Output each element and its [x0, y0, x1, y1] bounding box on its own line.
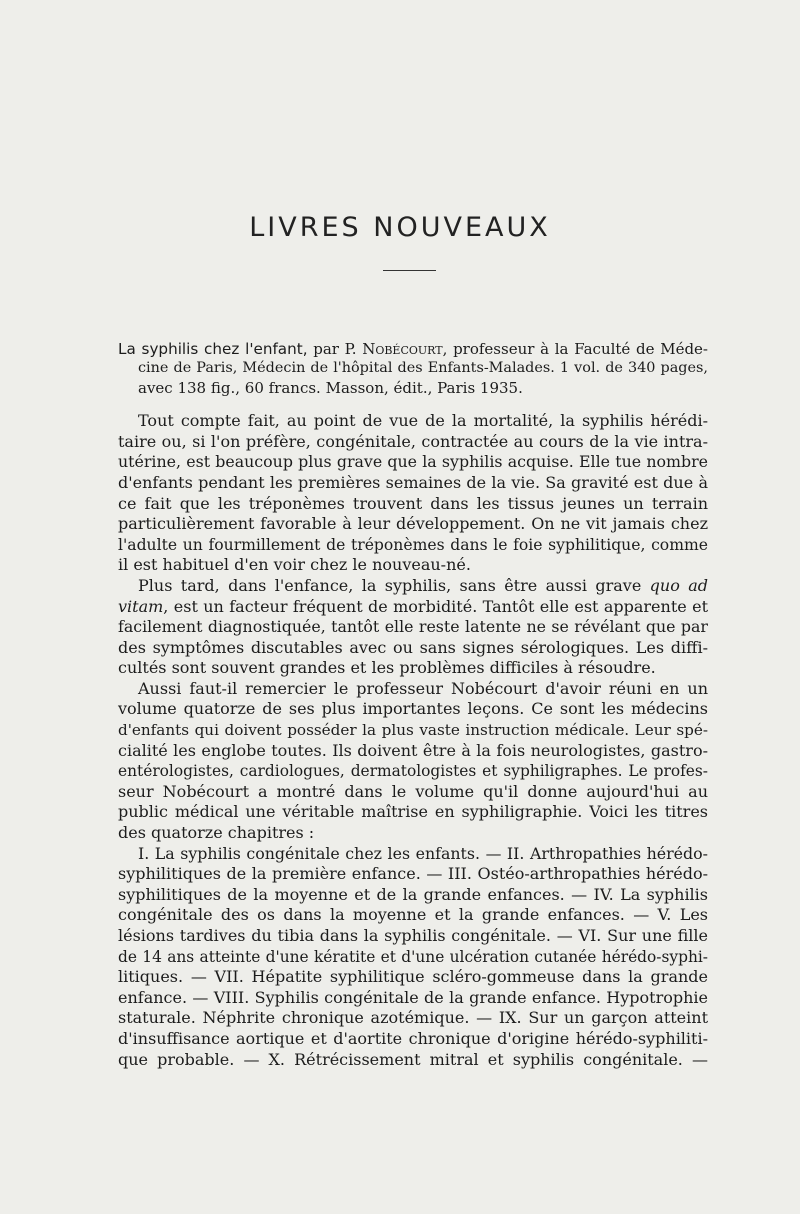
text-line: public médical une véritable maîtrise en syphiligraphie. Voici les titres [118, 802, 708, 822]
book-title: La syphilis chez l'enfant, [118, 340, 308, 358]
spacer [118, 398, 708, 411]
paragraph-3 [118, 679, 708, 844]
text-line: I. La syphilis congénitale chez les enfants. — II. Arthropathies hérédo- [138, 843, 708, 863]
text-line: il est habituel d'en voir chez le nouveau-né. [118, 555, 471, 575]
text-line: facilement diagnostiquée, tantôt elle reste latente ne se révélant que par [118, 617, 708, 637]
text-line: d'enfants qui doivent posséder la plus vaste instruction médicale. Leur spé- [118, 721, 708, 740]
biblio-line: cine de Paris, Médecin de l'hôpital des Enfants-Malades. 1 vol. de 340 pages, [138, 360, 708, 377]
text-line: congénitale des os dans la moyenne et la grande enfances. — V. Les [118, 905, 708, 925]
text-line: l'adulte un fourmillement de tréponèmes dans le foie syphilitique, comme [118, 535, 708, 554]
text-line: enfance. — VIII. Syphilis congénitale de la grande enfance. Hypotrophie [118, 987, 708, 1007]
biblio-line [118, 340, 708, 359]
text-span: , est un facteur fréquent de morbidité. Tantôt elle est apparente et [163, 596, 708, 616]
text-line: des symptômes discutables avec ou sans signes sérologiques. Les diffi- [118, 637, 708, 657]
text-line: ce fait que les tréponèmes trouvent dans les tissus jeunes un terrain [118, 493, 708, 513]
text-line: particulièrement favorable à leur développement. On ne vit jamais chez [118, 514, 708, 534]
text-line: d'enfants pendant les premières semaines de la vie. Sa gravité est due à [118, 472, 708, 492]
text-line: de 14 ans atteinte d'une kératite et d'une ulcération cutanée hérédo-syphi- [118, 947, 708, 966]
text-line: syphilitiques de la moyenne et de la grande enfances. — IV. La syphilis [118, 884, 708, 904]
paragraph-1 [118, 411, 708, 576]
text-line: cultés sont souvent grandes et les problèmes difficiles à résoudre. [118, 658, 656, 678]
text-line: volume quatorze de ses plus importantes leçons. Ce sont les médecins [118, 699, 708, 719]
text-line [118, 597, 708, 618]
text-line: staturale. Néphrite chronique azotémique. — IX. Sur un garçon atteint [118, 1008, 708, 1028]
author-name: Nobécourt [362, 340, 443, 358]
latin-phrase: vitam [118, 596, 164, 616]
text-line: lésions tardives du tibia dans la syphilis congénitale. — VI. Sur une fille [118, 926, 708, 946]
title-rule [383, 270, 436, 271]
latin-phrase: quo ad [649, 575, 709, 595]
text-line: cialité les englobe toutes. Ils doivent être à la fois neurologistes, gastro- [118, 740, 708, 760]
bibliographic-entry [118, 340, 708, 398]
article-body [118, 340, 708, 1070]
text-line: entérologistes, cardiologues, dermatologistes et syphiligraphes. Le profes- [118, 762, 708, 781]
biblio-text: par P. [307, 340, 363, 358]
text-line: litiques. — VII. Hépatite syphilitique scléro-gommeuse dans la grande [118, 967, 708, 987]
text-span: Plus tard, dans l'enfance, la syphilis, sans être aussi grave [138, 575, 650, 595]
text-line: Aussi faut-il remercier le professeur Nobécourt d'avoir réuni en un [138, 678, 708, 698]
text-line: des quatorze chapitres : [118, 823, 315, 843]
text-line: d'insuffisance aortique et d'aortite chronique d'origine hérédo-syphiliti- [118, 1028, 708, 1048]
text-line [118, 576, 708, 597]
text-line: utérine, est beaucoup plus grave que la syphilis acquise. Elle tue nombre [118, 452, 708, 472]
text-line: syphilitiques de la première enfance. — III. Ostéo-arthropathies hérédo- [118, 864, 708, 884]
text-line: Tout compte fait, au point de vue de la mortalité, la syphilis hérédi- [138, 411, 708, 431]
text-line: seur Nobécourt a montré dans le volume qu'il donne aujourd'hui au [118, 781, 708, 801]
text-line: que probable. — X. Rétrécissement mitral et syphilis congénitale. — [118, 1049, 708, 1069]
paragraph-2 [118, 576, 708, 679]
text-line: taire ou, si l'on préfère, congénitale, contractée au cours de la vie intra- [118, 431, 708, 451]
paragraph-4 [118, 844, 708, 1071]
biblio-text: , professeur à la Faculté de Méde- [442, 340, 708, 358]
biblio-line: avec 138 fig., 60 francs. Masson, édit., Paris 1935. [138, 378, 523, 397]
page-title: LIVRES NOUVEAUX [249, 212, 551, 243]
